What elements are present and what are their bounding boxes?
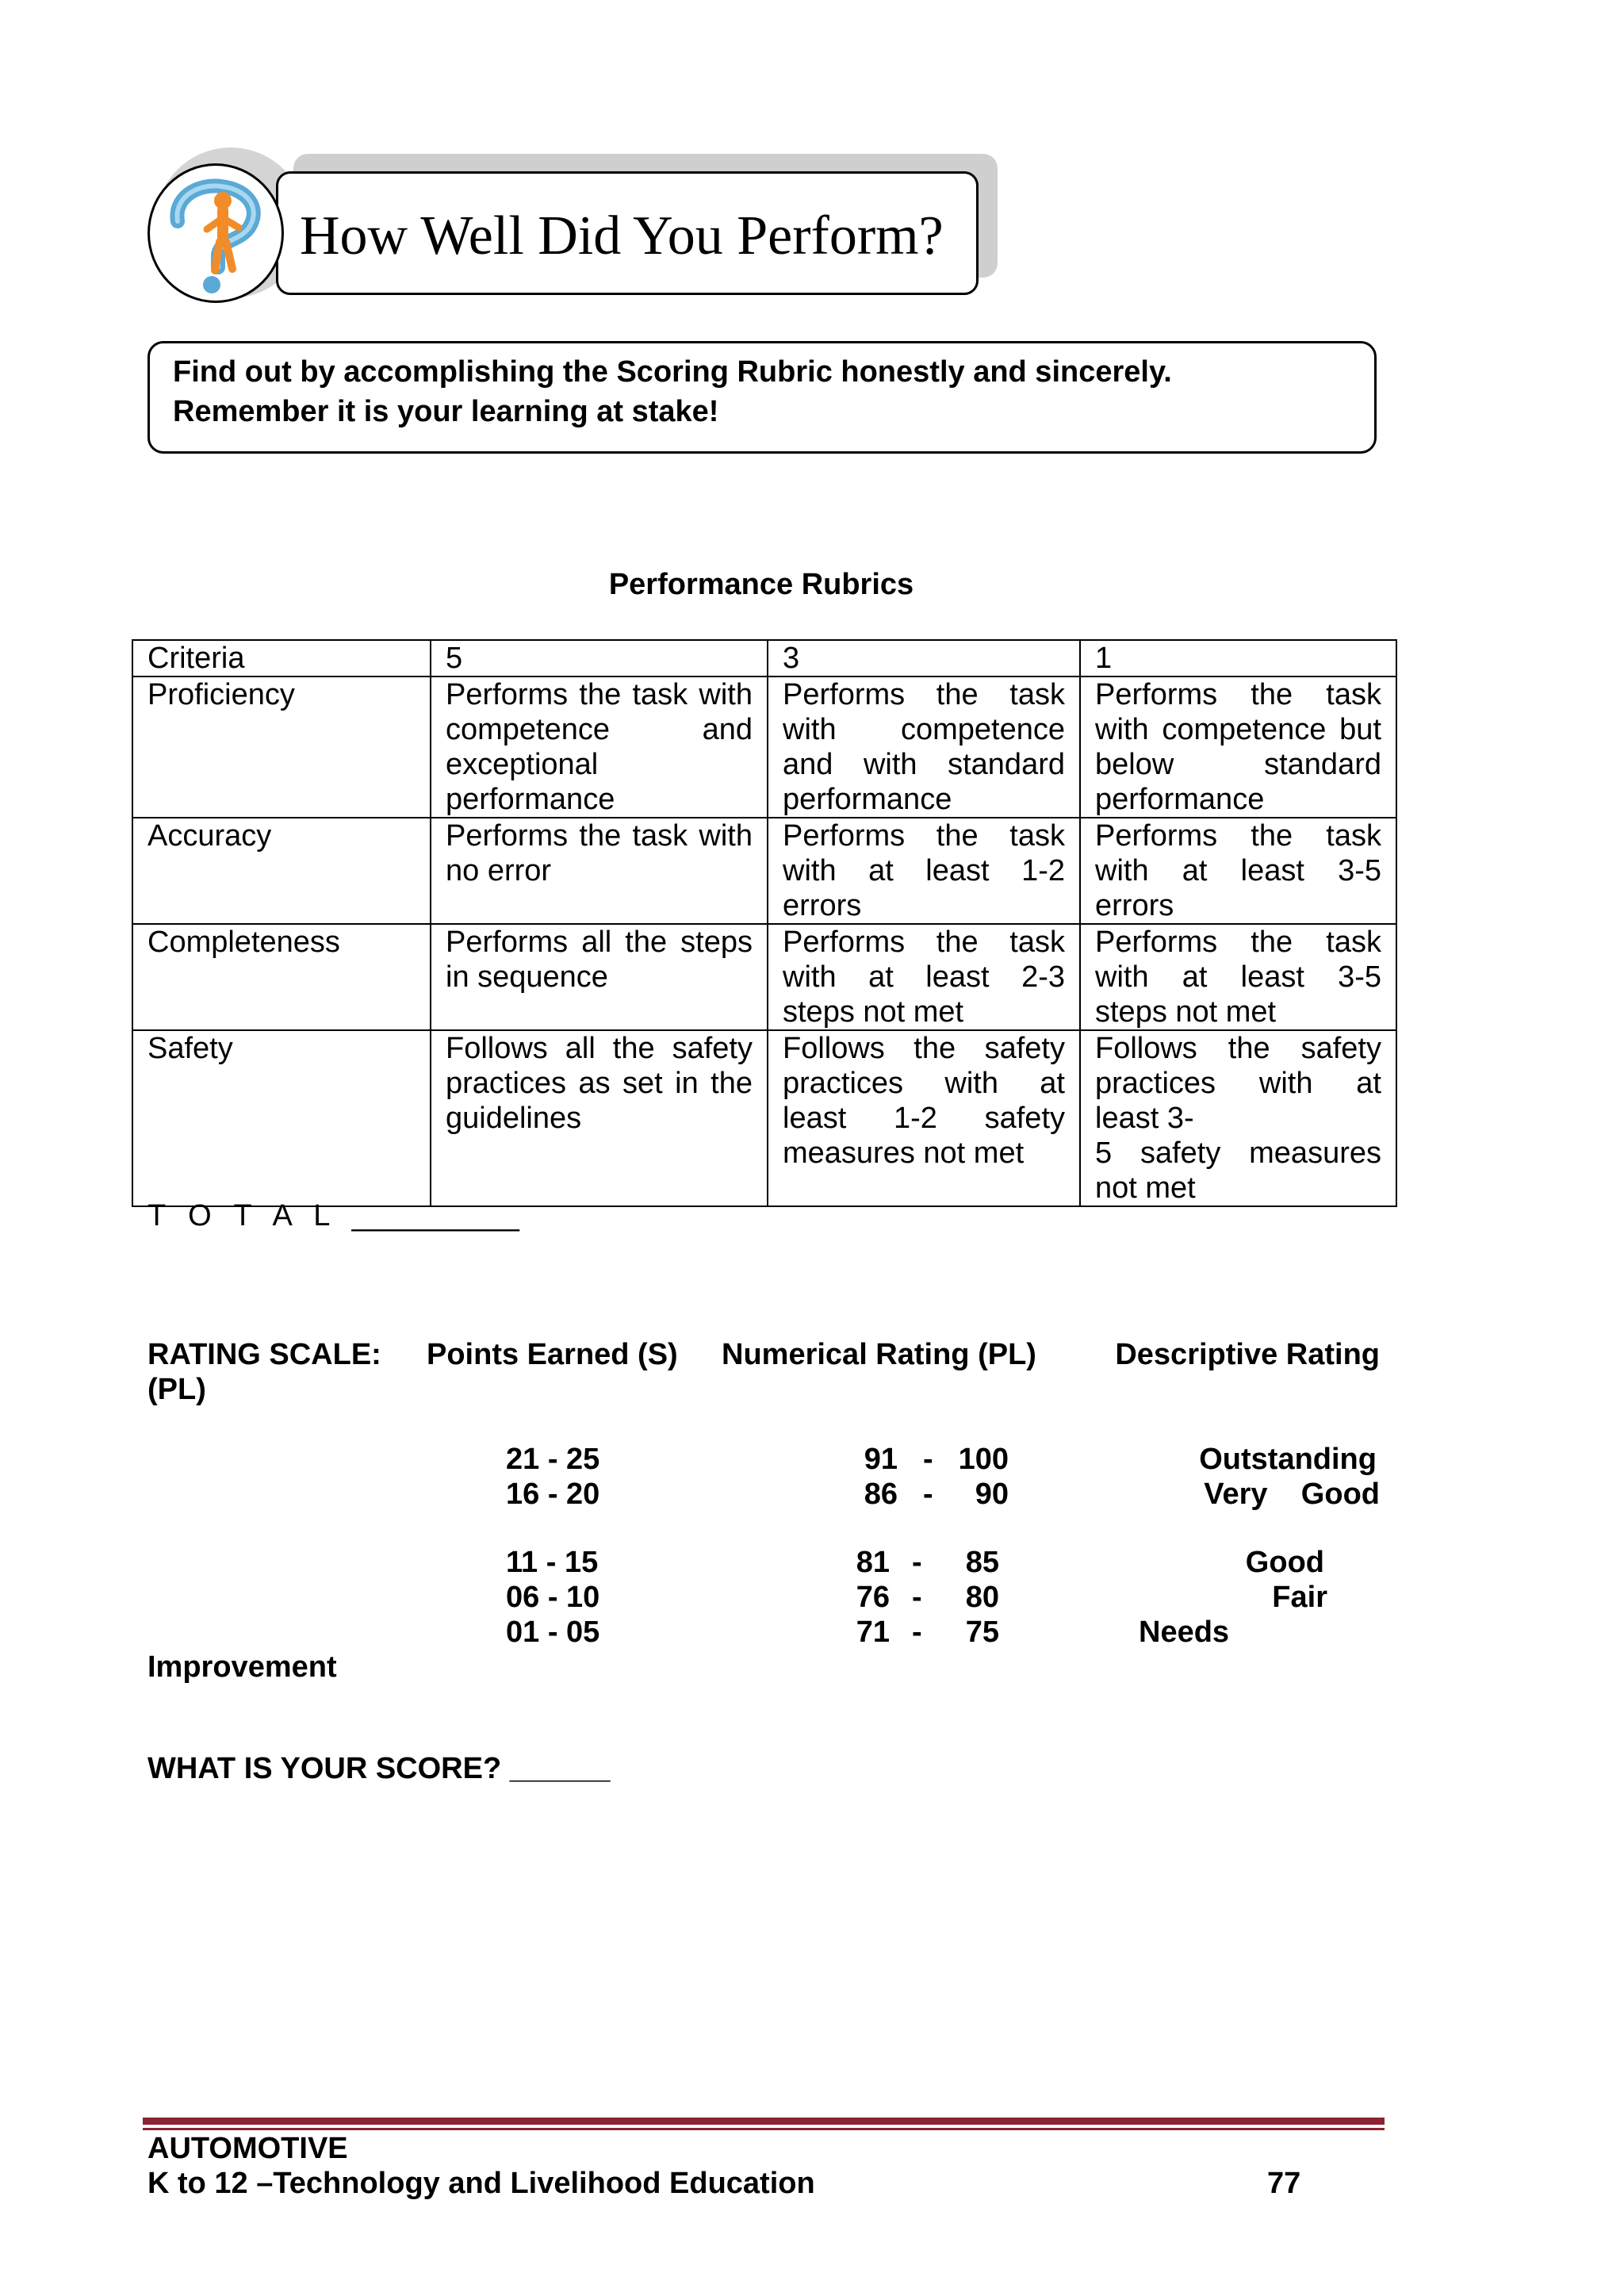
score-prompt: WHAT IS YOUR SCORE? ______ [147,1752,611,1785]
numerical-high: 75 [965,1616,999,1649]
page-number: 77 [1267,2167,1301,2200]
header-score-3: 3 [768,640,1080,677]
numerical-dash: - [912,1616,922,1649]
score-3-cell: Performs the task with at least 2-3 steps not met [768,924,1080,1030]
numerical-low: 81 [856,1546,890,1579]
column-header-numerical: Numerical Rating (PL) [722,1338,1036,1371]
points-range: 01 - 05 [506,1616,600,1649]
score-1-cell: Performs the task with at least 3-5 steps not met [1080,924,1396,1030]
numerical-dash: - [912,1581,922,1614]
numerical-low: 71 [856,1616,890,1649]
points-range: 06 - 10 [506,1581,600,1614]
descriptive-rating-wrap: Improvement [147,1650,337,1684]
footer-rule [143,2118,1385,2125]
rubric-table [132,639,1397,1207]
numerical-low: 91 [864,1443,898,1476]
total-line [147,1199,519,1233]
header-score-1: 1 [1080,640,1396,677]
header-score-5: 5 [431,640,768,677]
numerical-high: 80 [965,1581,999,1614]
descriptive-rating: Outstanding [1199,1443,1377,1476]
numerical-dash: - [923,1478,933,1511]
score-1-cell: Follows the safety practices with at least 3- 5 safety measures not met [1080,1030,1396,1206]
total-label: T O T A L [147,1199,337,1232]
footer-subject: AUTOMOTIVE [147,2132,348,2165]
footer-rule-thin [143,2128,1385,2130]
score-1-cell: Performs the task with at least 3-5 errors [1080,818,1396,924]
score-5-cell: Performs all the steps in sequence [431,924,768,1030]
criteria-cell: Safety [132,1030,431,1206]
numerical-low: 76 [856,1581,890,1614]
total-blank: __________ [351,1199,519,1232]
column-header-descriptive: Descriptive Rating [1115,1338,1380,1371]
rubric-caption: Performance Rubrics [608,568,914,601]
title-icon-circle [147,163,284,303]
table-row [132,1030,1396,1206]
header-criteria: Criteria [132,640,431,677]
descriptive-rating: Very Good [1204,1478,1380,1511]
score-5-cell: Performs the task with competence and exceptional performance [431,677,768,818]
rating-scale-label-suffix: (PL) [147,1373,206,1406]
descriptive-rating: Good [1245,1546,1324,1579]
descriptive-rating: Fair [1272,1581,1327,1614]
score-1-cell: Performs the task with competence but below standard performance [1080,677,1396,818]
rubric-header-row [132,640,1396,677]
criteria-cell: Accuracy [132,818,431,924]
numerical-dash: - [912,1546,922,1579]
score-5-cell: Performs the task with no error [431,818,768,924]
question-mark-figure-icon [150,166,282,301]
numerical-high: 90 [975,1478,1009,1511]
score-3-cell: Performs the task with competence and with standard performance [768,677,1080,818]
descriptive-rating: Needs [1139,1616,1230,1649]
points-range: 21 - 25 [506,1443,600,1476]
score-5-cell: Follows all the safety practices as set in the guidelines [431,1030,768,1206]
table-row [132,924,1396,1030]
table-row [132,677,1396,818]
score-3-cell: Follows the safety practices with at least 1-2 safety measures not met [768,1030,1080,1206]
table-row [132,818,1396,924]
numerical-high: 85 [965,1546,999,1579]
criteria-cell: Completeness [132,924,431,1030]
points-range: 16 - 20 [506,1478,600,1511]
score-3-cell: Performs the task with at least 1-2 errors [768,818,1080,924]
column-header-points: Points Earned (S) [427,1338,678,1371]
footer-course: K to 12 –Technology and Livelihood Education [147,2167,815,2200]
instruction-line-1: Find out by accomplishing the Scoring Rubric honestly and sincerely. [173,355,1172,389]
rating-scale-label: RATING SCALE: [147,1338,381,1371]
numerical-dash: - [923,1443,933,1476]
instruction-line-2: Remember it is your learning at stake! [173,395,719,428]
points-range: 11 - 15 [506,1546,599,1579]
numerical-high: 100 [958,1443,1009,1476]
numerical-low: 86 [864,1478,898,1511]
page-title: How Well Did You Perform? [300,205,944,266]
criteria-cell: Proficiency [132,677,431,818]
